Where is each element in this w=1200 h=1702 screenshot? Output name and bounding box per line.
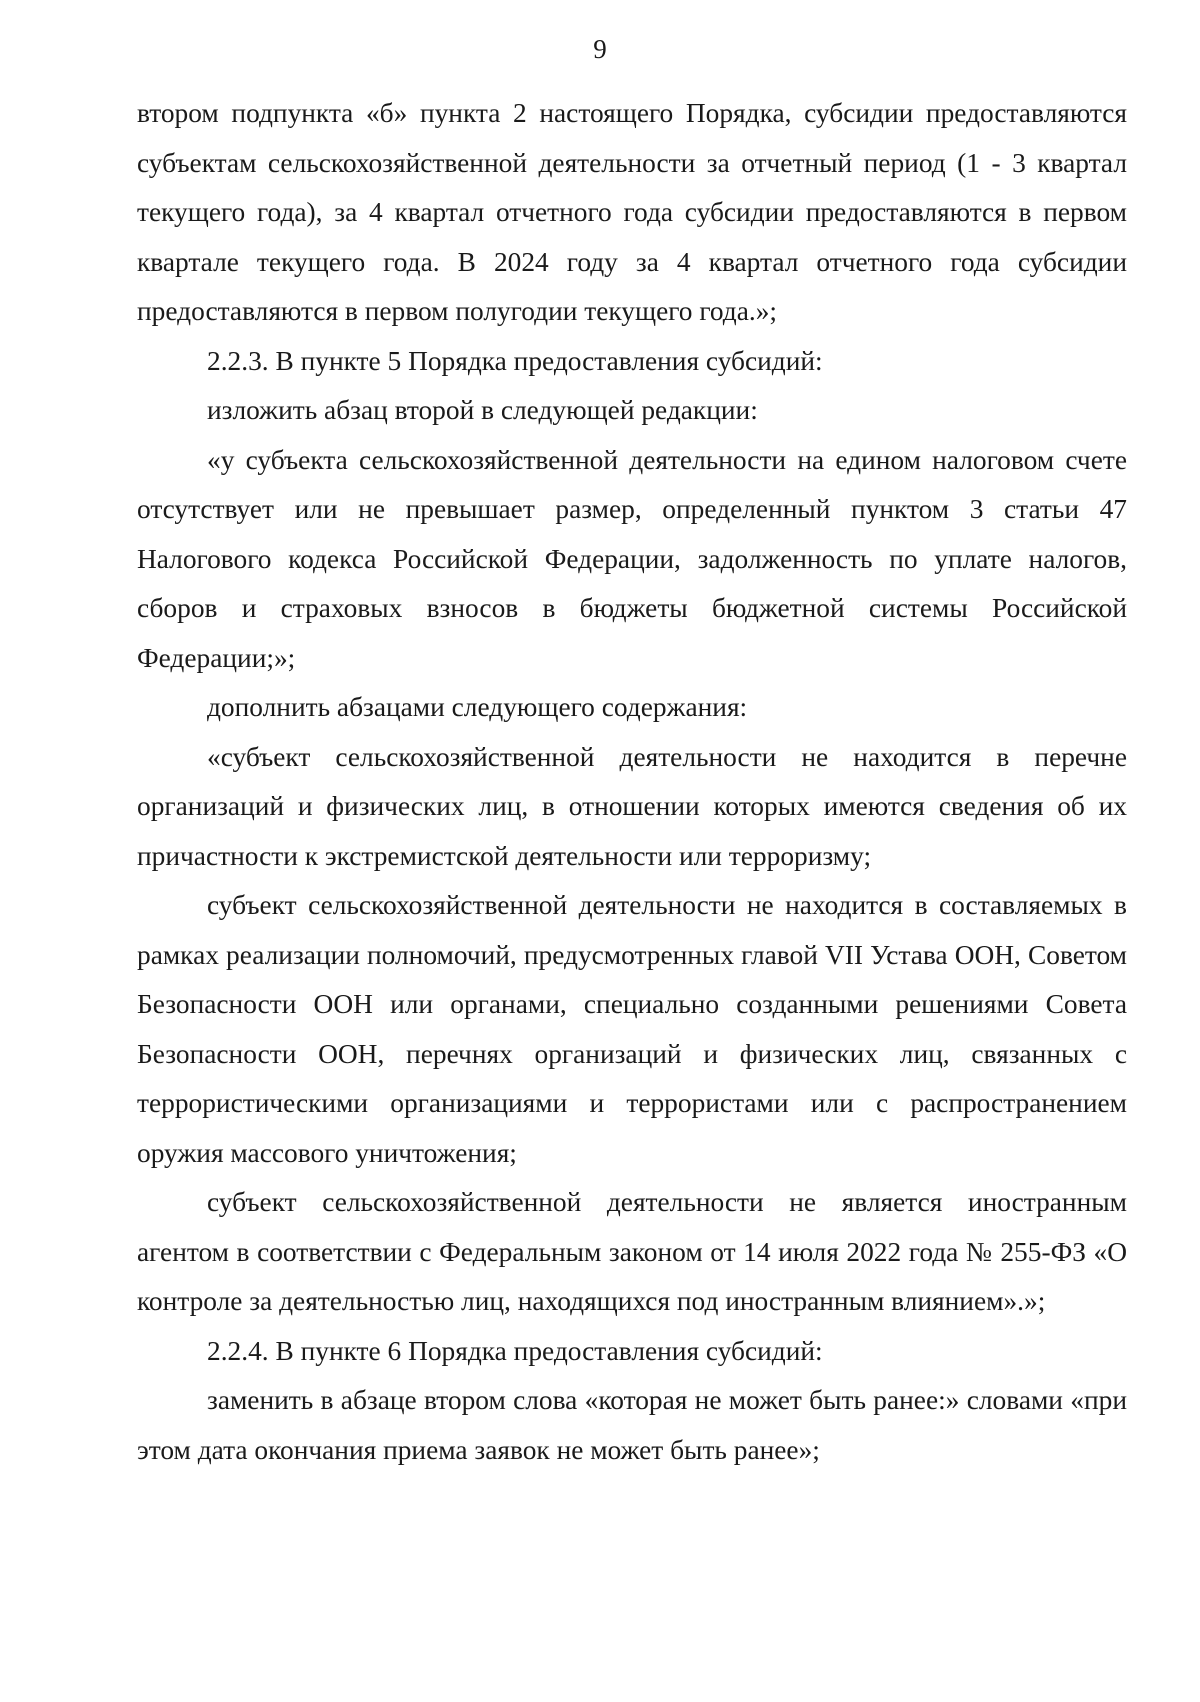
paragraph-extremism-list: «субъект сельскохозяйственной деятельности не находится в перечне организаций и физических лиц, в отношении которых имеются сведения об их причастности к экстремистской деятельности или терроризму; (137, 741, 1127, 871)
paragraph-subsidy-periods: втором подпункта «б» пункта 2 настоящего Порядка, субсидии предоставляются субъектам сельскохозяйственной деятельности за отчетный период (1 - 3 квартал текущего года), за 4 квартал отчетного года субсидии предоставляются в первом квартале текущего года. В 2024 году за 4 квартал отчетного года субсидии предоставляются в первом полугодии текущего года.»; (137, 98, 1127, 326)
paragraph-replace-words: заменить в абзаце втором слова «которая не может быть ранее:» словами «при этом дата окончания приема заявок не может быть ранее»; (137, 1385, 1127, 1465)
paragraph-tax-debt: «у субъекта сельскохозяйственной деятельности на едином налоговом счете отсутствует или не превышает размер, определенный пунктом 3 статьи 47 Налогового кодекса Российской Федерации, задолженность по уплате налогов, сборов и страховых взносов в бюджеты бюджетной системы Российской Федерации;»; (137, 444, 1127, 673)
paragraph-un-lists: субъект сельскохозяйственной деятельности не находится в составляемых в рамках реализации полномочий, предусмотренных главой VII Устава ООН, Советом Безопасности ООН или органами, специально созданными решениями Совета Безопасности ООН, перечнях организаций и физических лиц, связанных с террористическими организациями и террористами или с распространением оружия массового уничтожения; (137, 890, 1127, 1168)
paragraph-add-paragraphs: дополнить абзацами следующего содержания: (207, 692, 748, 722)
document-body (137, 89, 1127, 1475)
paragraph-clause-2-2-4: 2.2.4. В пункте 6 Порядка предоставления субсидий: (207, 1335, 823, 1366)
page-number: 9 (593, 34, 607, 64)
paragraph-clause-2-2-3: 2.2.3. В пункте 5 Порядка предоставления субсидий: (207, 345, 823, 376)
paragraph-restate-second-para: изложить абзац второй в следующей редакции: (207, 395, 758, 425)
paragraph-foreign-agent: субъект сельскохозяйственной деятельности не является иностранным агентом в соответствии с Федеральным законом от 14 июля 2022 года № 255-ФЗ «О контроле за деятельностью лиц, находящихся под иностранным влиянием».»; (137, 1187, 1127, 1316)
